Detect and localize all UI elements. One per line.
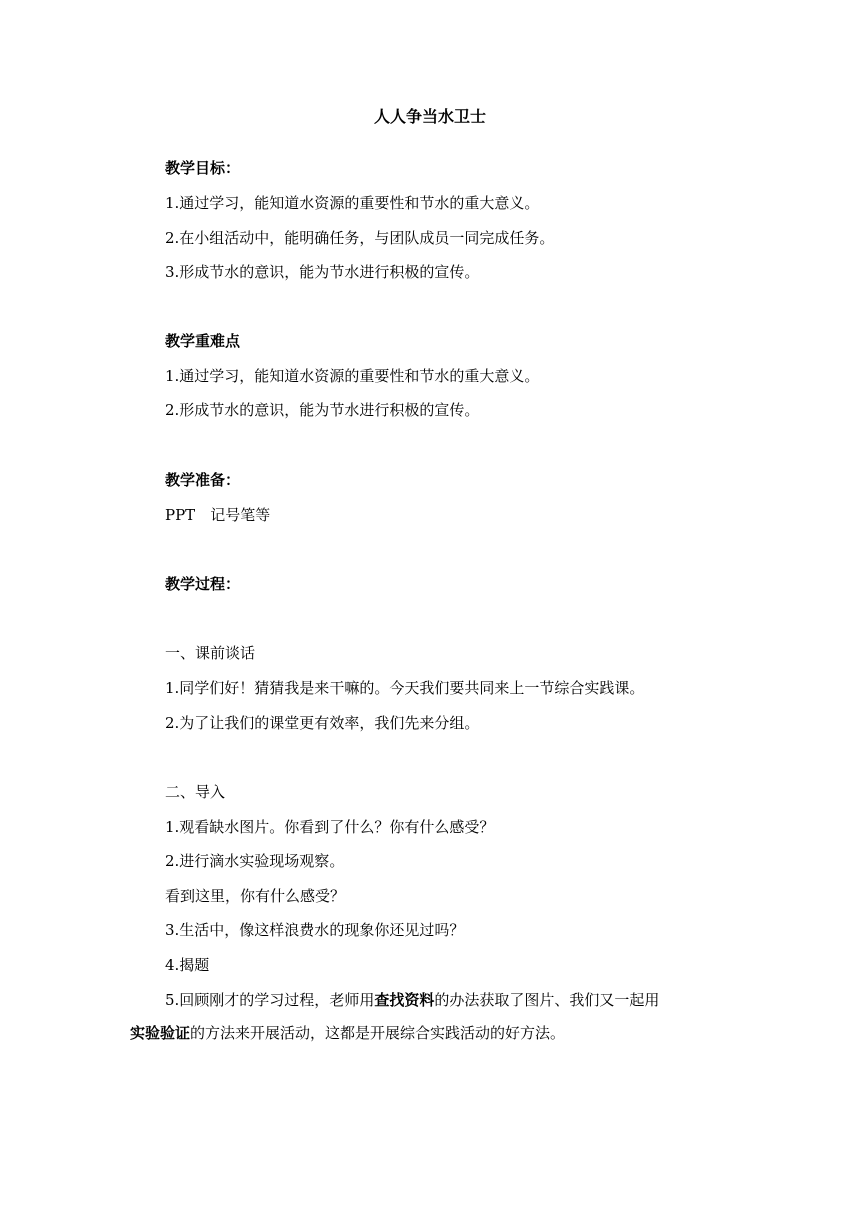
item5-text: 的方法来开展活动，这都是开展综合实践活动的好方法。 xyxy=(190,1024,566,1042)
process-heading: 教学过程： xyxy=(165,575,241,593)
section2-item5-paragraph xyxy=(130,984,740,1050)
section2-item: 3.生活中，像这样浪费水的现象你还见过吗？ xyxy=(165,921,465,939)
item5-text: 的办法获取了图片、我们又一起用 xyxy=(434,991,660,1009)
keypoints-heading: 教学重难点 xyxy=(165,332,241,350)
section1-heading: 一、课前谈话 xyxy=(165,644,256,662)
section1-item: 1.同学们好！猜猜我是来干嘛的。今天我们要共同来上一节综合实践课。 xyxy=(165,679,645,697)
section2-item: 2.进行滴水实验现场观察。 xyxy=(165,852,345,870)
section1-item: 2.为了让我们的课堂更有效率，我们先来分组。 xyxy=(165,714,480,732)
keypoint-item: 2.形成节水的意识，能为节水进行积极的宣传。 xyxy=(165,401,480,419)
objectives-heading: 教学目标： xyxy=(165,159,241,177)
objective-item: 3.形成节水的意识，能为节水进行积极的宣传。 xyxy=(165,263,480,281)
item5-highlight-2: 实验验证 xyxy=(130,1024,191,1042)
item5-text: 5.回顾刚才的学习过程，老师用 xyxy=(165,991,375,1009)
preparation-text: PPT 记号笔等 xyxy=(165,506,271,524)
keypoint-item: 1.通过学习，能知道水资源的重要性和节水的重大意义。 xyxy=(165,367,540,385)
section2-heading: 二、导入 xyxy=(165,783,226,801)
section2-item: 1.观看缺水图片。你看到了什么？你有什么感受？ xyxy=(165,818,495,836)
document-title: 人人争当水卫士 xyxy=(373,107,486,126)
objective-item: 2.在小组活动中，能明确任务，与团队成员一同完成任务。 xyxy=(165,229,555,247)
section2-item: 看到这里，你有什么感受？ xyxy=(165,887,346,905)
item5-highlight-1: 查找资料 xyxy=(374,991,435,1009)
section2-item: 4.揭题 xyxy=(165,956,210,974)
objective-item: 1.通过学习，能知道水资源的重要性和节水的重大意义。 xyxy=(165,194,540,212)
preparation-heading: 教学准备： xyxy=(165,471,241,489)
